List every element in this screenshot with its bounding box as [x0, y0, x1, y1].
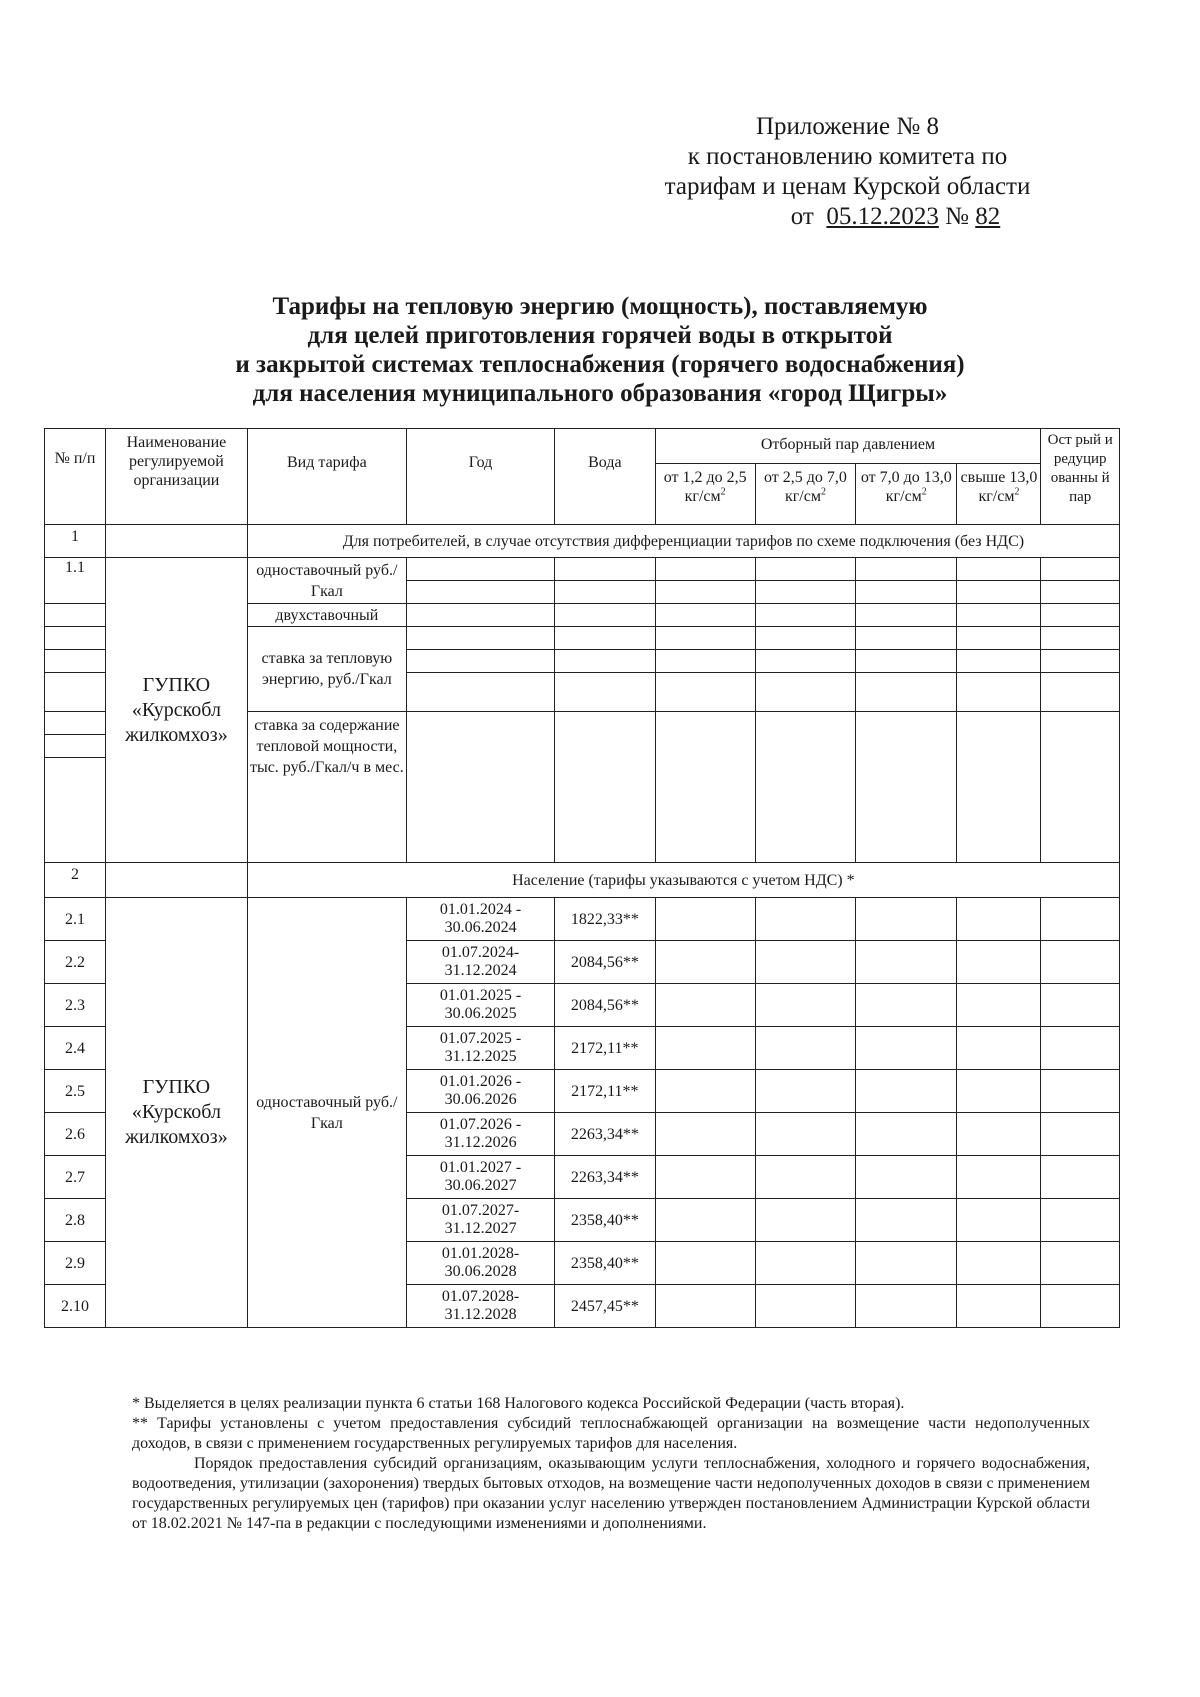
- section-1-row: [45, 525, 1120, 558]
- number-prefix: №: [945, 203, 969, 230]
- cell: [856, 1113, 957, 1156]
- row-water: 2263,34**: [555, 1156, 655, 1199]
- footnote-3: Порядок предоставления субсидий организациям, оказывающим услуги теплоснабжения, холодного и горячего водоснабжения, водоотведения, утилизации (захоронения) твердых бытовых отходов, на возмещение части недополученных доходов в связи с применением государственных регулируемых цен (тарифов) при оказании услуг населению утвержден постановлением Администрации Курской области от 18.02.2021 № 147-па в редакции с последующими изменениями и дополнениями.: [132, 1455, 1090, 1532]
- cell: [655, 1199, 755, 1242]
- cell: [1041, 650, 1120, 673]
- cell: [856, 712, 957, 863]
- header-steam-1-sup: 2: [720, 486, 726, 498]
- cell: [957, 581, 1041, 604]
- cell: [555, 581, 655, 604]
- cell: [1041, 1070, 1120, 1113]
- section-1-num: 1: [45, 525, 106, 558]
- title-line-3: и закрытой системах теплоснабжения (горячего водоснабжения): [235, 351, 965, 378]
- cell: [1041, 941, 1120, 984]
- cell: [1041, 1027, 1120, 1070]
- cell: [655, 650, 755, 673]
- cell: [755, 1199, 855, 1242]
- cell: [856, 673, 957, 712]
- cell: [406, 673, 554, 712]
- header-steam-4: [957, 464, 1041, 525]
- cell: [45, 650, 106, 673]
- row-period: 01.07.2025 - 31.12.2025: [406, 1027, 554, 1070]
- cell: [957, 673, 1041, 712]
- header-steam-2: [755, 464, 855, 525]
- cell: [957, 712, 1041, 863]
- cell: [655, 712, 755, 863]
- two-rate-label: двухставочный: [247, 604, 406, 627]
- cell: [856, 1199, 957, 1242]
- cell: [755, 712, 855, 863]
- table-row: [45, 898, 1120, 941]
- cell: [957, 558, 1041, 581]
- cell: [655, 1070, 755, 1113]
- cell: [856, 1156, 957, 1199]
- cell: [406, 558, 554, 581]
- cell: [957, 604, 1041, 627]
- row-period: 01.01.2026 - 30.06.2026: [406, 1070, 554, 1113]
- cell: [655, 627, 755, 650]
- cell: [1041, 604, 1120, 627]
- header-steam-3-sup: 2: [921, 486, 927, 498]
- section-2-empty: [106, 863, 248, 898]
- cell: [655, 1113, 755, 1156]
- cell: [655, 898, 755, 941]
- row-period: 01.07.2024- 31.12.2024: [406, 941, 554, 984]
- cell: [957, 1199, 1041, 1242]
- cell: [755, 1070, 855, 1113]
- row-num: 2.10: [45, 1285, 106, 1328]
- cell: [655, 558, 755, 581]
- appendix-header: [620, 112, 1075, 232]
- header-steam-2-sup: 2: [820, 486, 826, 498]
- cell: [1041, 898, 1120, 941]
- header-year: Год: [406, 429, 554, 525]
- cell: [406, 627, 554, 650]
- cell: [856, 627, 957, 650]
- cell: [856, 604, 957, 627]
- cell: [1041, 581, 1120, 604]
- tariff-table: [44, 428, 1120, 1328]
- cell: [856, 581, 957, 604]
- row-period: 01.01.2024 - 30.06.2024: [406, 898, 554, 941]
- cell: [856, 650, 957, 673]
- cell: [957, 898, 1041, 941]
- cell: [655, 1156, 755, 1199]
- title-line-4: для населения муниципального образования «город Щигры»: [252, 380, 948, 407]
- row-num: 2.8: [45, 1199, 106, 1242]
- cell: [755, 1156, 855, 1199]
- footnote-1: * Выделяется в целях реализации пункта 6 статьи 168 Налогового кодекса Российской Федерации (часть вторая).: [132, 1395, 905, 1412]
- cell: [957, 1027, 1041, 1070]
- appendix-line-3: тарифам и ценам Курской области: [664, 173, 1031, 200]
- row-num: 2.7: [45, 1156, 106, 1199]
- cell: [45, 627, 106, 650]
- cell: [856, 1027, 957, 1070]
- header-org: Наименование регулируемой организации: [106, 429, 248, 525]
- section-2-tariff-type: одноставочный руб./Гкал: [247, 898, 406, 1328]
- header-num: № п/п: [45, 429, 106, 525]
- footnotes: [132, 1394, 1090, 1534]
- cell: [1041, 558, 1120, 581]
- cell: [957, 1285, 1041, 1328]
- cell: [555, 558, 655, 581]
- cell: [957, 941, 1041, 984]
- header-steam-1: [655, 464, 755, 525]
- header-steam-3-text: от 7,0 до 13,0 кг/см: [860, 469, 952, 505]
- cell: [755, 581, 855, 604]
- cell: [555, 604, 655, 627]
- title-line-1: Тарифы на тепловую энергию (мощность), поставляемую: [272, 293, 928, 320]
- row-water: 2084,56**: [555, 984, 655, 1027]
- header-steam-group: Отборный пар давлением: [655, 429, 1041, 464]
- header-steam-3: [856, 464, 957, 525]
- section-1-text: Для потребителей, в случае отсутствия дифференциации тарифов по схеме подключения (без НДС): [247, 525, 1119, 558]
- cell: [45, 735, 106, 758]
- row-num: 2.4: [45, 1027, 106, 1070]
- header-sharp-steam: Ост рый и редуцир ованны й пар: [1041, 429, 1120, 525]
- cell: [555, 712, 655, 863]
- energy-rate-label: ставка за тепловую энергию, руб./Гкал: [247, 627, 406, 712]
- header-steam-4-text: свыше 13,0 кг/см: [960, 469, 1038, 505]
- section-2-num: 2: [45, 863, 106, 898]
- cell: [655, 1242, 755, 1285]
- cell: [655, 581, 755, 604]
- row-num: 2.9: [45, 1242, 106, 1285]
- cell: [957, 1113, 1041, 1156]
- header-steam-2-text: от 2,5 до 7,0 кг/см: [763, 469, 847, 505]
- cell: [957, 1242, 1041, 1285]
- row-period: 01.07.2026 - 31.12.2026: [406, 1113, 554, 1156]
- cell: [655, 1285, 755, 1328]
- cell: [957, 650, 1041, 673]
- header-tariff-type: Вид тарифа: [247, 429, 406, 525]
- section-2-row: [45, 863, 1120, 898]
- cell: [755, 650, 855, 673]
- resolution-date: 05.12.2023: [826, 203, 939, 230]
- cell: [856, 1070, 957, 1113]
- resolution-number: 82: [975, 203, 1001, 230]
- cell: [856, 558, 957, 581]
- cell: [1041, 627, 1120, 650]
- section-1-empty: [106, 525, 248, 558]
- cell: [957, 1070, 1041, 1113]
- cell: [555, 673, 655, 712]
- cell: [755, 898, 855, 941]
- appendix-date-line: [620, 202, 1075, 232]
- row-period: 01.07.2028- 31.12.2028: [406, 1285, 554, 1328]
- cell: [1041, 1199, 1120, 1242]
- single-rate-label: одноставочный руб./Гкал: [247, 558, 406, 604]
- cell: [755, 1242, 855, 1285]
- appendix-line-2: к постановлению комитета по: [687, 143, 1008, 170]
- row-water: 2172,11**: [555, 1070, 655, 1113]
- cell: [1041, 984, 1120, 1027]
- cell: [957, 627, 1041, 650]
- row-water: 2084,56**: [555, 941, 655, 984]
- cell: [45, 673, 106, 712]
- row-period: 01.01.2028- 30.06.2028: [406, 1242, 554, 1285]
- section-1-sub-num: 1.1: [45, 558, 106, 604]
- cell: [555, 627, 655, 650]
- row-num: 2.2: [45, 941, 106, 984]
- row-water: 2263,34**: [555, 1113, 655, 1156]
- date-prefix: от: [790, 203, 814, 230]
- section-2-text: Население (тарифы указываются с учетом НДС) *: [247, 863, 1119, 898]
- section-1-org: ГУПКО «Курскобл жилкомхоз»: [106, 558, 248, 863]
- cell: [856, 984, 957, 1027]
- cell: [856, 898, 957, 941]
- row-num: 2.3: [45, 984, 106, 1027]
- cell: [45, 712, 106, 735]
- row-period: 01.01.2027 - 30.06.2027: [406, 1156, 554, 1199]
- cell: [45, 758, 106, 863]
- header-steam-4-sup: 2: [1014, 486, 1020, 498]
- cell: [406, 604, 554, 627]
- row-water: 2358,40**: [555, 1199, 655, 1242]
- cell: [755, 627, 855, 650]
- section-1-sub-row-1: [45, 558, 1120, 581]
- cell: [1041, 1113, 1120, 1156]
- cell: [856, 1285, 957, 1328]
- cell: [555, 650, 655, 673]
- cell: [755, 1027, 855, 1070]
- row-period: 01.01.2025 - 30.06.2025: [406, 984, 554, 1027]
- row-num: 2.1: [45, 898, 106, 941]
- cell: [655, 604, 755, 627]
- appendix-line-1: Приложение № 8: [755, 113, 940, 140]
- section-2-org: ГУПКО «Курскобл жилкомхоз»: [106, 898, 248, 1328]
- cell: [755, 673, 855, 712]
- cell: [755, 984, 855, 1027]
- cell: [406, 712, 554, 863]
- cell: [655, 1027, 755, 1070]
- cell: [655, 673, 755, 712]
- title-line-2: для целей приготовления горячей воды в открытой: [307, 322, 893, 349]
- cell: [957, 984, 1041, 1027]
- cell: [655, 941, 755, 984]
- cell: [1041, 673, 1120, 712]
- row-num: 2.6: [45, 1113, 106, 1156]
- capacity-rate-label: ставка за содержание тепловой мощности, тыс. руб./Гкал/ч в мес.: [247, 712, 406, 863]
- cell: [755, 604, 855, 627]
- row-water: 2358,40**: [555, 1242, 655, 1285]
- cell: [755, 1113, 855, 1156]
- row-period: 01.07.2027- 31.12.2027: [406, 1199, 554, 1242]
- cell: [1041, 712, 1120, 863]
- header-steam-1-text: от 1,2 до 2,5 кг/см: [663, 469, 747, 505]
- cell: [406, 581, 554, 604]
- row-water: 1822,33**: [555, 898, 655, 941]
- cell: [45, 604, 106, 627]
- cell: [1041, 1242, 1120, 1285]
- cell: [856, 941, 957, 984]
- cell: [856, 1242, 957, 1285]
- row-water: 2172,11**: [555, 1027, 655, 1070]
- footnote-2: ** Тарифы установлены с учетом предоставления субсидий теплоснабжающей организации на возмещение части недополученных доходов, в связи с применением государственных регулируемых тарифов для населения.: [132, 1415, 1090, 1452]
- row-water: 2457,45**: [555, 1285, 655, 1328]
- cell: [406, 650, 554, 673]
- row-num: 2.5: [45, 1070, 106, 1113]
- cell: [1041, 1156, 1120, 1199]
- cell: [1041, 1285, 1120, 1328]
- cell: [957, 1156, 1041, 1199]
- header-water: Вода: [555, 429, 655, 525]
- cell: [755, 941, 855, 984]
- document-title: [150, 292, 1050, 408]
- cell: [755, 558, 855, 581]
- cell: [755, 1285, 855, 1328]
- cell: [655, 984, 755, 1027]
